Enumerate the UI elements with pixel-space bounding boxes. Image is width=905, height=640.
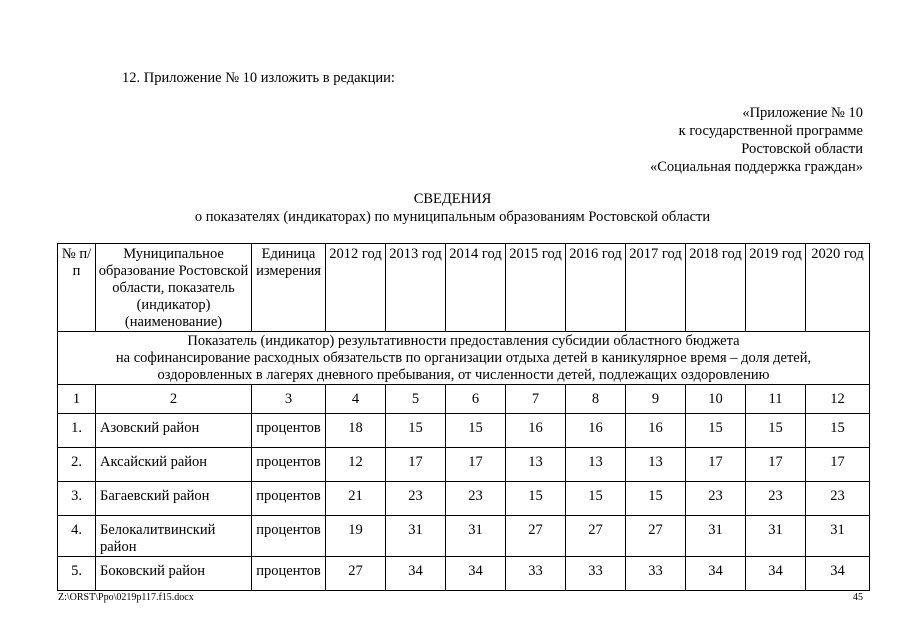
value-cell: 31 — [686, 516, 746, 557]
value-cell: 34 — [746, 557, 806, 591]
value-cell: 17 — [446, 448, 506, 482]
column-number-cell: 6 — [446, 385, 506, 414]
row-number-cell: 5. — [58, 557, 96, 591]
appendix-line: к государственной программе — [678, 123, 863, 139]
municipality-cell: Азовский район — [96, 414, 252, 448]
table-row — [58, 448, 870, 482]
table-row — [58, 557, 870, 591]
row-number-cell: 1. — [58, 414, 96, 448]
value-cell: 15 — [686, 414, 746, 448]
header-cell: № п/п — [58, 244, 96, 332]
unit-cell: процентов — [252, 516, 326, 557]
column-number-cell: 4 — [326, 385, 386, 414]
value-cell: 34 — [806, 557, 870, 591]
value-cell: 27 — [626, 516, 686, 557]
column-number-cell: 10 — [686, 385, 746, 414]
unit-cell: процентов — [252, 414, 326, 448]
value-cell: 34 — [386, 557, 446, 591]
column-number-cell: 2 — [96, 385, 252, 414]
intro-paragraph: 12. Приложение № 10 изложить в редакции: — [122, 70, 395, 86]
value-cell: 34 — [446, 557, 506, 591]
appendix-reference — [563, 104, 863, 176]
column-number-cell: 12 — [806, 385, 870, 414]
value-cell: 15 — [506, 482, 566, 516]
column-number-cell: 11 — [746, 385, 806, 414]
value-cell: 27 — [326, 557, 386, 591]
header-cell: 2017 год — [626, 244, 686, 332]
municipality-cell: Боковский район — [96, 557, 252, 591]
value-cell: 23 — [746, 482, 806, 516]
value-cell: 23 — [446, 482, 506, 516]
header-cell: 2019 год — [746, 244, 806, 332]
unit-cell: процентов — [252, 448, 326, 482]
document-heading — [0, 190, 905, 226]
value-cell: 18 — [326, 414, 386, 448]
value-cell: 33 — [626, 557, 686, 591]
column-number-row — [58, 385, 870, 414]
header-cell: 2014 год — [446, 244, 506, 332]
column-number-cell: 7 — [506, 385, 566, 414]
value-cell: 15 — [626, 482, 686, 516]
indicator-line: на софинансирование расходных обязательств по организации отдыха детей в каникулярное время – доля детей, — [115, 350, 812, 366]
value-cell: 31 — [386, 516, 446, 557]
row-number-cell: 4. — [58, 516, 96, 557]
header-cell: 2020 год — [806, 244, 870, 332]
table-row — [58, 414, 870, 448]
value-cell: 23 — [386, 482, 446, 516]
value-cell: 27 — [506, 516, 566, 557]
value-cell: 31 — [446, 516, 506, 557]
table-header-row — [58, 244, 870, 332]
header-cell: Муниципальное образование Ростовской области, показатель (индикатор) (наименование) — [96, 244, 252, 332]
value-cell: 17 — [746, 448, 806, 482]
municipality-cell: Аксайский район — [96, 448, 252, 482]
header-cell: 2015 год — [506, 244, 566, 332]
table-row — [58, 482, 870, 516]
heading-title: СВЕДЕНИЯ — [413, 191, 492, 207]
value-cell: 15 — [746, 414, 806, 448]
appendix-line: Ростовской области — [741, 141, 863, 157]
indicator-description — [58, 332, 870, 385]
municipality-cell: Белокалитвинский район — [96, 516, 252, 557]
value-cell: 16 — [566, 414, 626, 448]
header-cell: 2018 год — [686, 244, 746, 332]
value-cell: 27 — [566, 516, 626, 557]
header-cell: 2013 год — [386, 244, 446, 332]
value-cell: 15 — [386, 414, 446, 448]
value-cell: 33 — [566, 557, 626, 591]
municipality-cell: Багаевский район — [96, 482, 252, 516]
value-cell: 12 — [326, 448, 386, 482]
value-cell: 17 — [386, 448, 446, 482]
column-number-cell: 9 — [626, 385, 686, 414]
column-number-cell: 3 — [252, 385, 326, 414]
appendix-line: «Социальная поддержка граждан» — [649, 159, 863, 175]
value-cell: 34 — [686, 557, 746, 591]
row-number-cell: 2. — [58, 448, 96, 482]
value-cell: 21 — [326, 482, 386, 516]
unit-cell: процентов — [252, 557, 326, 591]
value-cell: 23 — [686, 482, 746, 516]
table-row — [58, 516, 870, 557]
indicator-line: оздоровленных в лагерях дневного пребывания, от численности детей, подлежащих оздоровлению — [157, 367, 770, 383]
value-cell: 13 — [566, 448, 626, 482]
value-cell: 17 — [806, 448, 870, 482]
indicators-table — [57, 243, 870, 591]
value-cell: 23 — [806, 482, 870, 516]
appendix-line: «Приложение № 10 — [742, 105, 863, 121]
value-cell: 33 — [506, 557, 566, 591]
value-cell: 17 — [686, 448, 746, 482]
column-number-cell: 5 — [386, 385, 446, 414]
value-cell: 13 — [626, 448, 686, 482]
value-cell: 15 — [806, 414, 870, 448]
value-cell: 16 — [506, 414, 566, 448]
value-cell: 15 — [446, 414, 506, 448]
indicator-line: Показатель (индикатор) результативности предоставления субсидии областного бюджета — [187, 333, 740, 349]
column-number-cell: 1 — [58, 385, 96, 414]
value-cell: 31 — [746, 516, 806, 557]
heading-subtitle: о показателях (индикаторах) по муниципальным образованиям Ростовской области — [194, 209, 711, 225]
header-cell: Единица измерения — [252, 244, 326, 332]
value-cell: 13 — [506, 448, 566, 482]
header-cell: 2016 год — [566, 244, 626, 332]
value-cell: 31 — [806, 516, 870, 557]
value-cell: 19 — [326, 516, 386, 557]
column-number-cell: 8 — [566, 385, 626, 414]
indicator-row — [58, 332, 870, 385]
value-cell: 16 — [626, 414, 686, 448]
row-number-cell: 3. — [58, 482, 96, 516]
page-number: 45 — [853, 592, 863, 603]
value-cell: 15 — [566, 482, 626, 516]
footer-file-path: Z:\ORST\Ppo\0219p117.f15.docx — [58, 592, 194, 603]
unit-cell: процентов — [252, 482, 326, 516]
header-cell: 2012 год — [326, 244, 386, 332]
